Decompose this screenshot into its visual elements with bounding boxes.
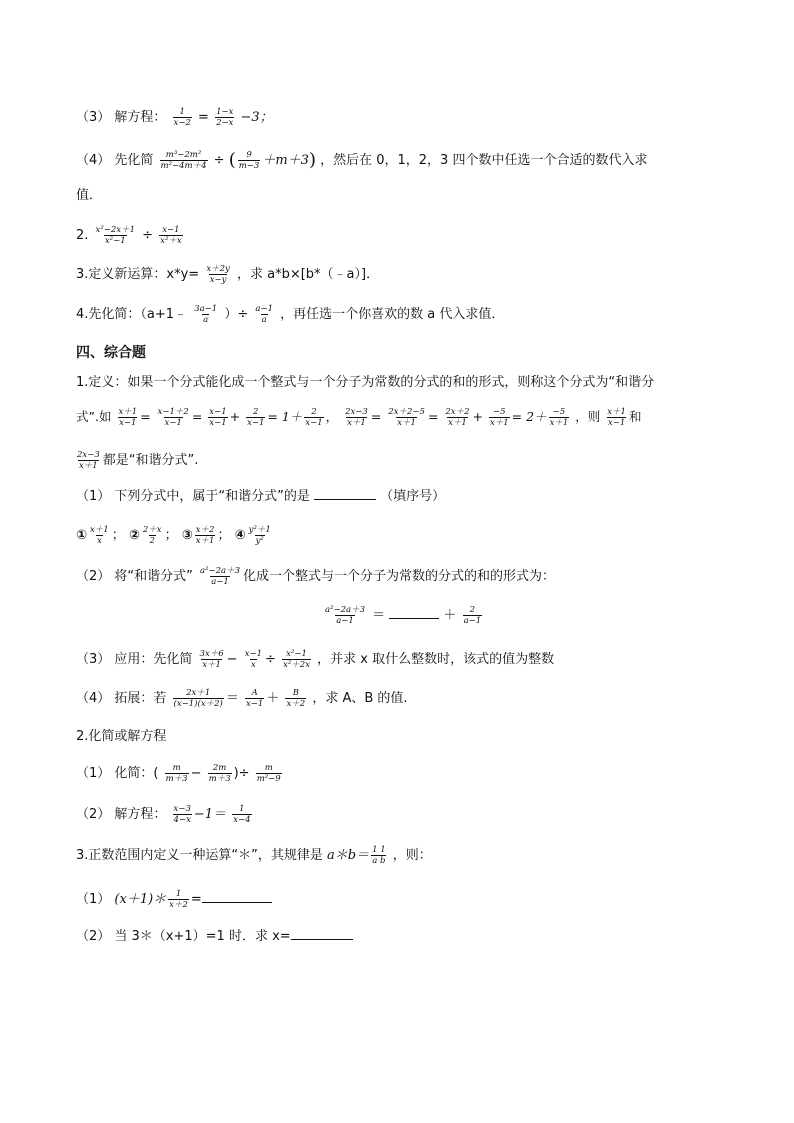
definition-text: 1.定义：如果一个分式能化成一个整式与一个分子为常数的分式的和的形式，则称这个分式为“和谐分 <box>76 375 655 390</box>
fraction: $\frac{1-x}{2-x}$ <box>216 107 234 128</box>
fraction: $\frac{a-1}{a}$ <box>255 304 273 325</box>
answer-blank[interactable] <box>291 939 353 940</box>
problem-3-part-2: （2） 当 3＊（x+1）=1 时．求 x= <box>76 927 353 947</box>
question-2-convert: （2） 将“和谐分式” $\frac{\text{a²−2a＋3}}{a-1}$ 化成一个整式与一个分子为常数的分式的和的形式为： <box>76 566 556 587</box>
question-2-equation: $\frac{\text{a²−2a＋3}}{a-1}$ ＝ ＋ $\frac{2}{a-1}$ <box>325 605 482 626</box>
section-heading: 四、综合题 <box>76 345 146 361</box>
fraction: $\frac{x+2y}{x-y}$ <box>206 264 230 285</box>
problem-4-simplify: （4） 先化简 $\frac{\text{m³−2m²}}{\text{m²−4m＋4}}$ ÷ ( $\frac{9}{m-3}$ ＋m＋3) ，然后在 0，1，2，3 四个数中任选一个合适的数代入求 <box>76 149 648 171</box>
answer-blank[interactable] <box>389 618 439 619</box>
answer-blank[interactable] <box>202 902 272 903</box>
problem-2-expression: 2. $\frac{\text{x²−2x＋1}}{\text{x²−1}}$ ÷ $\frac{x-1}{\text{x²＋x}}$ <box>76 225 182 246</box>
problem-label: （4） 先化简 <box>76 153 154 168</box>
problem-3-new-operation: 3.定义新运算：x*y= $\frac{x+2y}{x-y}$ ，求 a*b×[b*（﹣a）]． <box>76 264 380 285</box>
problem-3-operation: 3.正数范围内定义一种运算“＊”，其规律是 a＊b＝ $\frac{1 1}{\text{a b}}$ ，则： <box>76 845 432 866</box>
problem-2-part-1: （1） 化简：( $\frac{m}{m+3}$ − $\frac{2m}{m+3}$ )÷ $\frac{m}{\text{m²−9}}$ <box>76 763 281 784</box>
definition-example: 式”.如 $\frac{x+1}{x-1}$ = $\frac{x-1+2}{x-1}$ = $\frac{x-1}{x-1}$ + $\frac{2}{x-1}$ = 1＋ $\frac{2}{x-1}$ ， $\frac{2x-3}{x+1}$ = $\frac{2x+2-5}{x+1}$ = $\frac{2x+2}{x+1}$ + $\frac{-5}{x+1}$ = 2＋ $\frac{-5}{x+1}$ ，则 $\frac{x+1}{x-1}$ 和 <box>76 407 642 428</box>
fraction: $\frac{\text{x²−2x＋1}}{\text{x²−1}}$ <box>95 225 135 246</box>
problem-2-heading: 2.化简或解方程 <box>76 729 167 744</box>
problem-4-continuation: 值． <box>76 188 103 203</box>
question-4-extend: （4） 拓展：若 $\frac{2x+1}{(x-1)(x+2)}$ ＝ $\frac{A}{x-1}$ ＋ $\frac{B}{x+2}$ ，求 A、B 的值. <box>76 688 408 709</box>
fraction: $\frac{3a-1}{a}$ <box>194 304 218 325</box>
fraction: $\frac{\text{m³−2m²}}{\text{m²−4m＋4}}$ <box>160 150 207 171</box>
fraction: $\frac{x-1}{\text{x²＋x}}$ <box>160 225 182 246</box>
problem-2-part-2: （2） 解方程： $\frac{x-3}{4-x}$ −1＝ $\frac{1}{x-4}$ <box>76 804 251 825</box>
answer-blank[interactable] <box>314 499 376 500</box>
fraction: $\frac{9}{m-3}$ <box>238 150 260 171</box>
problem-3-part-1: （1） (x＋1)＊ $\frac{1}{x+2}$ = <box>76 889 272 910</box>
problem-3-solve-equation: （3） 解方程： $\frac{1}{x-2}$ = $\frac{1-x}{2-x}$ −3； <box>76 107 273 128</box>
question-1-which-harmonious: （1） 下列分式中，属于“和谐分式”的是 （填序号） <box>76 489 446 504</box>
problem-4-simplify-choose: 4.先化简：（a+1﹣ $\frac{3a-1}{a}$ ）÷ $\frac{a-1}{a}$ ，再任选一个你喜欢的数 a 代入求值． <box>76 304 505 325</box>
options-list: ① $\frac{x+1}{x}$ ； ② $\frac{2+x}{2}$ ； ③ $\frac{x+2}{x+1}$ ； ④ $\frac{\text{y²＋1}}{\text{y²}}$ <box>76 525 271 546</box>
fraction: $\frac{1}{x-2}$ <box>173 107 191 128</box>
problem-label: （3） 解方程： <box>76 110 167 125</box>
definition-conclusion: $\frac{2x-3}{x+1}$ 都是“和谐分式”. <box>77 450 199 471</box>
question-3-apply: （3） 应用：先化简 $\frac{3x+6}{x+1}$ − $\frac{x-1}{x}$ ÷ $\frac{\text{x²−1}}{\text{x²＋2x}}$ ，并求 x 取什么整数时，该式的值为整数 <box>76 649 555 670</box>
